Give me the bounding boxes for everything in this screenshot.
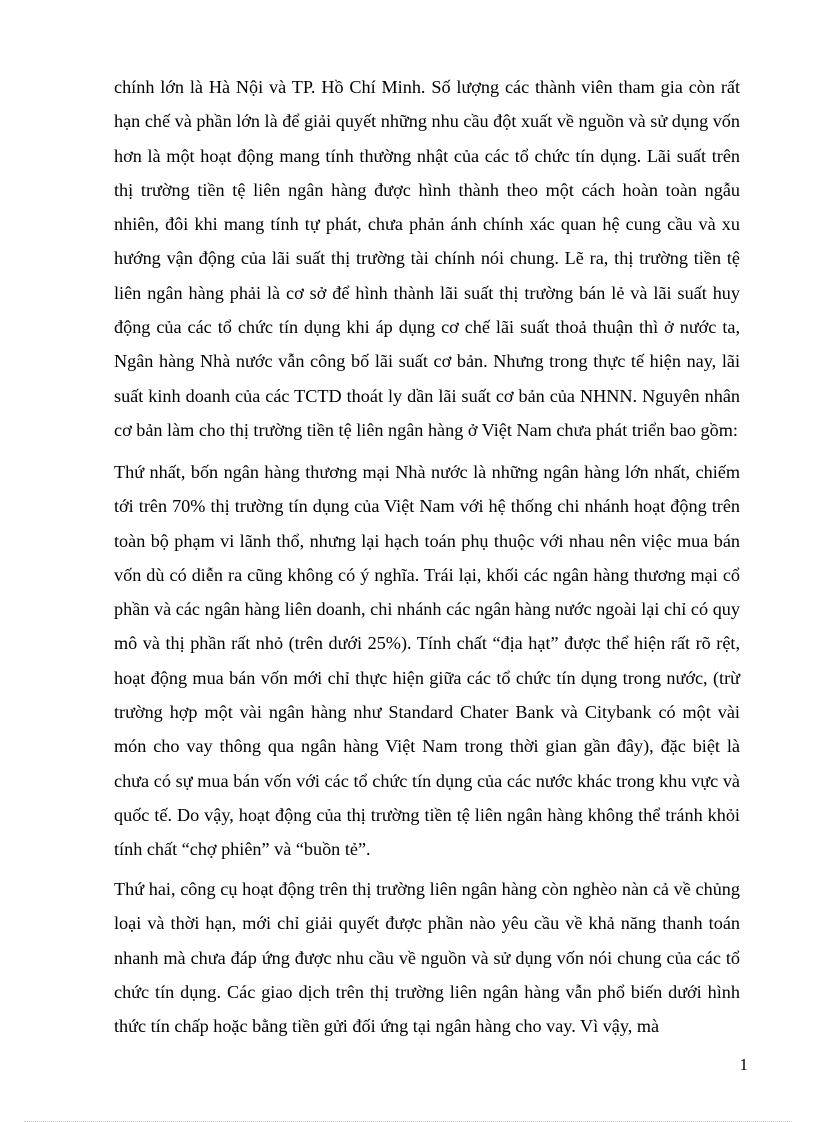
body-text-block-2 bbox=[114, 455, 740, 867]
page-bottom-divider bbox=[24, 1121, 792, 1122]
paragraph-second-reason: Thứ hai, công cụ hoạt động trên thị trường liên ngân hàng còn nghèo nàn cả về chủng loại và thời hạn, mới chỉ giải quyết được phần nào yêu cầu về khả năng thanh toán nhanh mà chưa đáp ứng được nhu cầu về nguồn và sử dụng vốn nói chung của các tổ chức tín dụng. Các giao dịch trên thị trường liên ngân hàng vẫn phổ biến dưới hình thức tín chấp hoặc bằng tiền gửi đối ứng tại ngân hàng cho vay. Vì vậy, mà bbox=[114, 879, 740, 1037]
page-number: 1 bbox=[739, 1055, 748, 1074]
paragraph-first-reason: Thứ nhất, bốn ngân hàng thương mại Nhà nước là những ngân hàng lớn nhất, chiếm tới trên 70% thị trường tín dụng của Việt Nam với hệ thống chi nhánh hoạt động trên toàn bộ phạm vi lãnh thổ, nhưng lại hạch toán phụ thuộc với nhau nên việc mua bán vốn dù có diễn ra cũng không có ý nghĩa. Trái lại, khối các ngân hàng thương mại cổ phần và các ngân hàng liên doanh, chi nhánh các ngân hàng nước ngoài lại chỉ có quy mô và thị phần rất nhỏ (trên dưới 25%). Tính chất “địa hạt” được thể hiện rất rõ rệt, hoạt động mua bán vốn mới chỉ thực hiện giữa các tổ chức tín dụng trong nước, (trừ trường hợp một vài ngân hàng như Standard Chater Bank và Citybank có một vài món cho vay thông qua ngân hàng Việt Nam trong thời gian gần đây), đặc biệt là chưa có sự mua bán vốn với các tổ chức tín dụng của các nước khác trong khu vực và quốc tế. Do vậy, hoạt động của thị trường tiền tệ liên ngân hàng không thể tránh khỏi tính chất “chợ phiên” và “buồn tẻ”. bbox=[114, 462, 740, 860]
body-text-block-1 bbox=[114, 70, 740, 447]
paragraph-continuation: chính lớn là Hà Nội và TP. Hồ Chí Minh. Số lượng các thành viên tham gia còn rất hạn chế và phần lớn là để giải quyết những nhu cầu đột xuất về nguồn và sử dụng vốn hơn là một hoạt động mang tính thường nhật của các tổ chức tín dụng. Lãi suất trên thị trường tiền tệ liên ngân hàng được hình thành theo một cách hoàn toàn ngẫu nhiên, đôi khi mang tính tự phát, chưa phản ánh chính xác quan hệ cung cầu và xu hướng vận động của lãi suất thị trường tài chính nói chung. Lẽ ra, thị trường tiền tệ liên ngân hàng phải là cơ sở để hình thành lãi suất thị trường bán lẻ và lãi suất huy động của các tổ chức tín dụng khi áp dụng cơ chế lãi suất thoả thuận thì ở nước ta, Ngân hàng Nhà nước vẫn công bố lãi suất cơ bản. Nhưng trong thực tế hiện nay, lãi suất kinh doanh của các TCTD thoát ly dần lãi suất cơ bản của NHNN. Nguyên nhân cơ bản làm cho thị trường tiền tệ liên ngân hàng ở Việt Nam chưa phát triển bao gồm: bbox=[114, 77, 740, 440]
body-text-block-3 bbox=[114, 872, 740, 1043]
